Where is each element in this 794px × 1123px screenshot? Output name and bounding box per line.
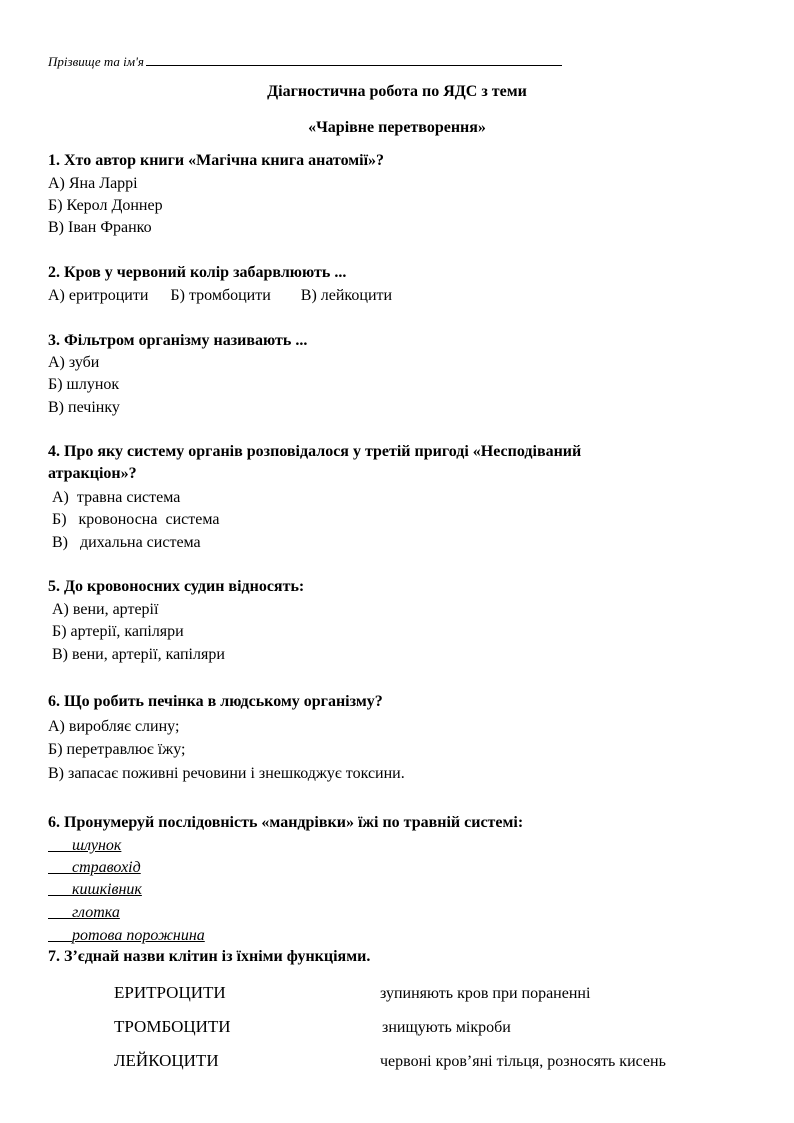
q2-option-a[interactable]: А) еритроцити xyxy=(48,287,149,304)
question-4-line-1: 4. Про яку систему органів розповідалося у третій пригоді «Несподіваний xyxy=(48,443,582,460)
sequence-item-intestine[interactable]: кишківник xyxy=(72,881,142,898)
page-subtitle: «Чарівне перетворення» xyxy=(308,119,486,136)
student-name-blank[interactable] xyxy=(146,52,562,66)
q1-option-c[interactable]: В) Іван Франко xyxy=(48,219,152,236)
question-7: 7. З’єднай назви клітин із їхніми функціями. xyxy=(48,948,371,965)
question-1: 1. Хто автор книги «Магічна книга анатомії»? xyxy=(48,152,385,169)
q4-option-a[interactable]: А) травна система xyxy=(52,489,181,506)
sequence-item-stomach[interactable]: шлунок xyxy=(72,837,122,854)
student-name-label: Прізвище та ім'я xyxy=(48,54,144,69)
q2-options xyxy=(48,286,392,306)
question-2: 2. Кров у червоний колір забарвлюють ... xyxy=(48,264,347,281)
q4-option-b[interactable]: Б) кровоносна система xyxy=(52,511,220,528)
q5-option-a[interactable]: А) вени, артерії xyxy=(52,601,159,618)
q3-option-a[interactable]: А) зуби xyxy=(48,354,100,371)
question-5: 5. До кровоносних судин відносять: xyxy=(48,578,305,595)
function-destroy-microbes[interactable]: знищують мікроби xyxy=(382,1019,511,1036)
cell-leukocytes[interactable]: ЛЕЙКОЦИТИ xyxy=(114,1051,219,1070)
cell-erythrocytes[interactable]: ЕРИТРОЦИТИ xyxy=(114,983,226,1002)
question-6: 6. Що робить печінка в людському організму? xyxy=(48,693,383,710)
q5-option-c[interactable]: В) вени, артерії, капіляри xyxy=(52,646,225,663)
q6-option-b[interactable]: Б) перетравлює їжу; xyxy=(48,741,186,758)
q1-option-a[interactable]: А) Яна Ларрі xyxy=(48,175,138,192)
function-stop-bleeding[interactable]: зупиняють кров при пораненні xyxy=(380,985,591,1002)
q6-option-c[interactable]: В) запасає поживні речовини і знешкоджує токсини. xyxy=(48,765,405,782)
q2-option-b[interactable]: Б) тромбоцити xyxy=(170,287,271,304)
q4-option-c[interactable]: В) дихальна система xyxy=(52,534,201,551)
q1-option-b[interactable]: Б) Керол Доннер xyxy=(48,197,163,214)
student-name-field[interactable] xyxy=(48,52,562,72)
page-title: Діагностична робота по ЯДС з теми xyxy=(267,83,527,100)
sequence-item-pharynx[interactable]: глотка xyxy=(72,904,120,921)
cell-thrombocytes[interactable]: ТРОМБОЦИТИ xyxy=(114,1017,231,1036)
q5-option-b[interactable]: Б) артерії, капіляри xyxy=(52,623,184,640)
q3-option-b[interactable]: Б) шлунок xyxy=(48,376,120,393)
question-3: 3. Фільтром організму називають ... xyxy=(48,332,308,349)
question-4-line-2: атракціон»? xyxy=(48,465,137,482)
function-carry-oxygen[interactable]: червоні кров’яні тільця, розносять кисень xyxy=(380,1053,666,1070)
sequence-item-oral-cavity[interactable]: ротова порожнина xyxy=(72,927,205,944)
sequence-item-esophagus[interactable]: стравохід xyxy=(72,859,141,876)
question-6-sequence: 6. Пронумеруй послідовність «мандрівки» їжі по травній системі: xyxy=(48,814,524,831)
q6-option-a[interactable]: А) виробляє слину; xyxy=(48,718,180,735)
q2-option-c[interactable]: В) лейкоцити xyxy=(300,287,393,304)
q3-option-c[interactable]: В) печінку xyxy=(48,399,120,416)
